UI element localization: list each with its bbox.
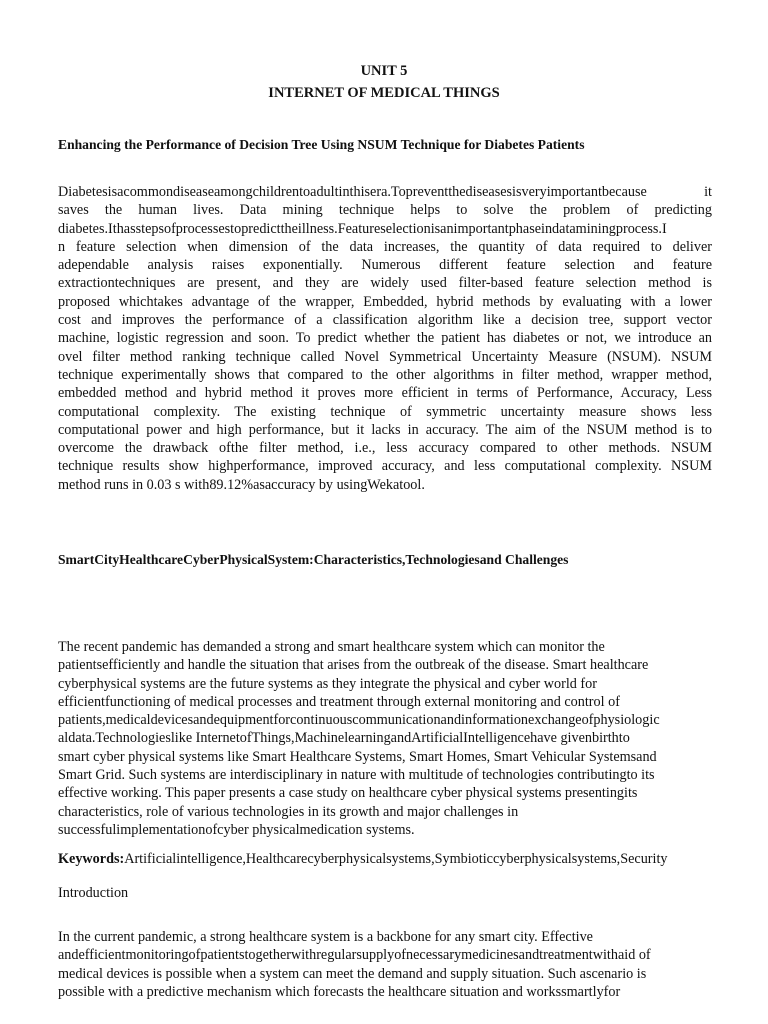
paper1-abstract-line: computational complexity. The existing technique of symmetric uncertainty measure shows less — [58, 403, 712, 420]
paper2-abstract-line: characteristics, role of various technologies in its growth and major challenges in — [58, 803, 519, 820]
paper2-title: SmartCityHealthcareCyberPhysicalSystem:Characteristics,Technologiesand Challenges — [58, 552, 569, 567]
paper2-abstract-line: effective working. This paper presents a case study on healthcare cyber physical systems presentingits — [58, 785, 638, 802]
paper1-abstract-line: adependable analysis raises exponentially. Numerous different feature selection and feature — [58, 257, 712, 274]
paper2-abstract-line: patients,medicaldevicesandequipmentforcontinuouscommunicationandinformationexchangeofphysiologic — [58, 712, 660, 729]
paper1-abstract-line: diabetes.Ithasstepsofprocessestopredicttheillness.Featureselectionisanimportantphaseindataminingprocess.I — [58, 220, 667, 237]
paper1-abstract-line: computational power and high performance, but it lacks in accuracy. The aim of the NSUM method is to — [58, 421, 712, 438]
paper2-abstract-line: smart cyber physical systems like Smart Healthcare Systems, Smart Homes, Smart Vehicular Systemsand — [58, 748, 657, 765]
keywords-label: Keywords: — [58, 851, 125, 867]
keywords-text: Artificialintelligence,Healthcarecyberphysicalsystems,Symbioticcyberphysicalsystems,Security — [124, 851, 668, 867]
intro-line: possible with a predictive mechanism which forecasts the healthcare situation and workssmartlyfor — [58, 983, 621, 1000]
paper1-title: Enhancing the Performance of Decision Tree Using NSUM Technique for Diabetes Patients — [58, 137, 585, 152]
keywords-line — [58, 851, 668, 868]
paper1-abstract-line: Diabetesisacommondiseaseamongchildrentoadultinthisera.Topreventthediseasesisveryimportantbecause it — [58, 184, 712, 200]
paper2-abstract-line: Smart Grid. Such systems are interdisciplinary in nature with multitude of technologies contributingto its — [58, 767, 655, 784]
introduction-heading: Introduction — [58, 885, 129, 901]
paper2-abstract — [58, 638, 712, 839]
unit-title: INTERNET OF MEDICAL THINGS — [268, 85, 500, 101]
paper1-abstract — [58, 183, 712, 494]
paper1-abstract-line: saves the human lives. Data mining technique helps to solve the problem of predicting — [58, 202, 712, 219]
paper2-abstract-line: successfulimplementationofcyber physicalmedication systems. — [58, 821, 415, 838]
paper1-abstract-line: overcome the drawback ofthe filter method, i.e., less accuracy compared to other methods. NSUM — [58, 440, 712, 457]
paper1-abstract-line: method runs in 0.03 s with89.12%asaccuracy by usingWekatool. — [58, 476, 425, 493]
paper1-abstract-line: embedded method and hybrid method it proves more efficient in terms of Performance, Accuracy, Less — [58, 385, 712, 402]
paper1-abstract-line: proposed whichtakes advantage of the wrapper, Embedded, hybrid methods by evaluating with a lower — [58, 293, 712, 310]
paper1-abstract-line: extractiontechniques are present, and they are widely used filter-based feature selection method is — [58, 275, 712, 292]
introduction-body — [58, 928, 712, 1001]
paper1-abstract-line: ovel filter method ranking technique called Novel Symmetrical Uncertainty Measure (NSUM). NSUM — [58, 348, 712, 365]
paper1-abstract-line: cost and improves the performance of a classification algorithm like a decision tree, support vector — [58, 312, 712, 329]
paper2-abstract-line: patientsefficiently and handle the situation that arises from the outbreak of the disease. Smart healthcare — [58, 657, 649, 674]
unit-number: UNIT 5 — [360, 63, 408, 79]
paper1-abstract-line: n feature selection when dimension of the data increases, the quantity of data required to deliver — [58, 238, 712, 255]
paper2-abstract-line: efficientfunctioning of medical processes and treatment through external monitoring and control of — [58, 693, 620, 710]
paper2-abstract-line: The recent pandemic has demanded a strong and smart healthcare system which can monitor the — [58, 639, 605, 655]
intro-line: In the current pandemic, a strong healthcare system is a backbone for any smart city. Effective — [58, 929, 593, 945]
intro-line: andefficientmonitoringofpatientstogetherwithregularsupplyofnecessarymedicinesandtreatmentwithaid of — [58, 947, 651, 964]
paper2-abstract-line: cyberphysical systems are the future systems as they integrate the physical and cyber world for — [58, 675, 597, 692]
paper1-abstract-line: technique results show highperformance, improved accuracy, and less computational complexity. NSUM — [58, 458, 712, 475]
paper2-abstract-line: aldata.Technologieslike InternetofThings,MachinelearningandArtificialIntelligencehave givenbirthto — [58, 730, 630, 747]
paper1-abstract-line: technique experimentally shows that compared to the other algorithms in filter method, wrapper method, — [58, 366, 712, 383]
intro-line: medical devices is possible when a system can meet the demand and supply situation. Such ascenario is — [58, 965, 647, 982]
paper1-abstract-line: machine, logistic regression and soon. To predict whether the patient has diabetes or not, we introduce an — [58, 330, 712, 347]
